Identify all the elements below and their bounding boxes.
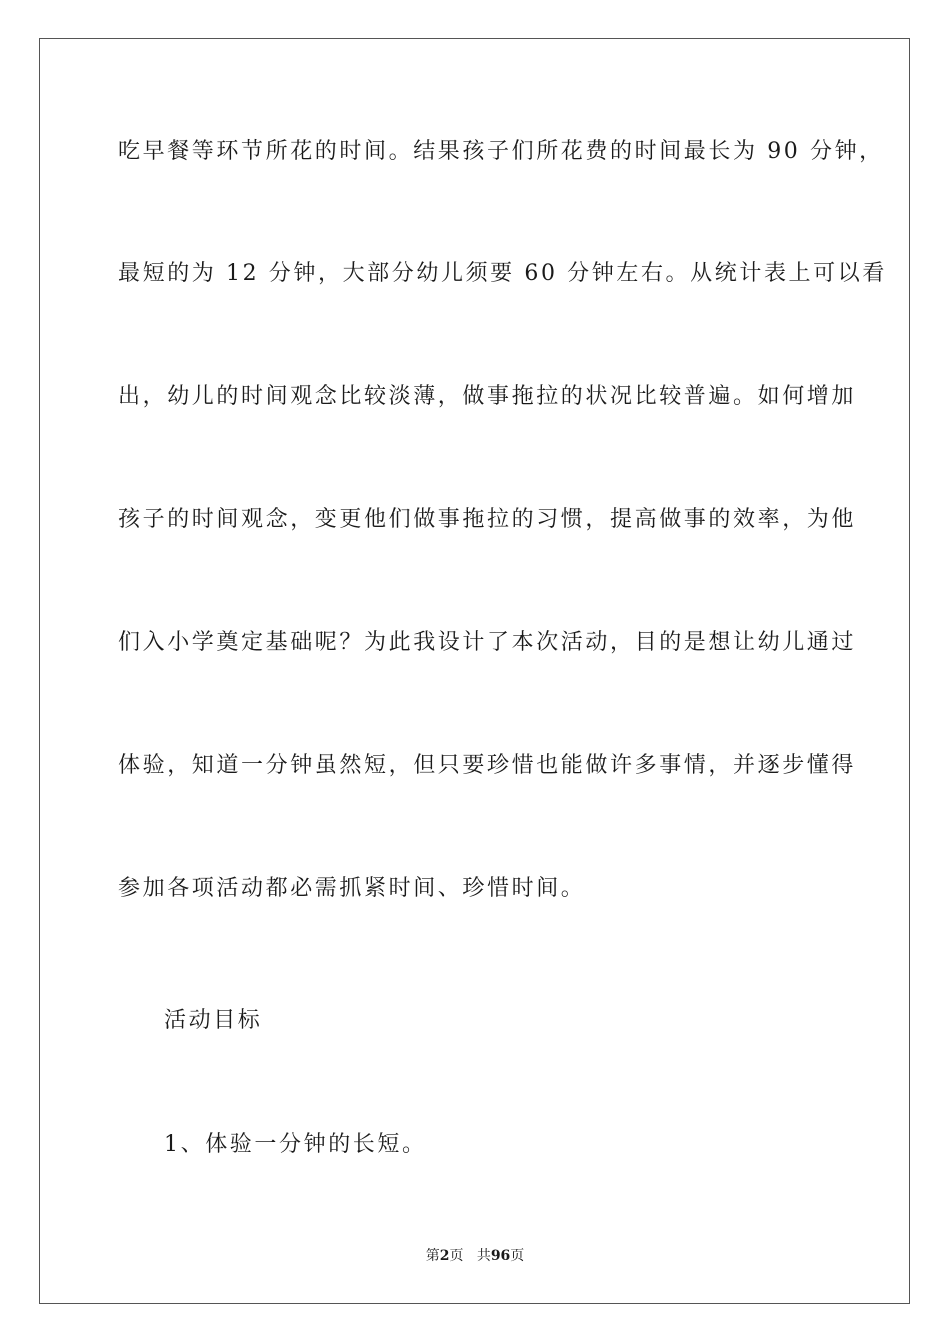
paragraph-line-1: 吃早餐等环节所花的时间。结果孩子们所花费的时间最长为 90 分钟， <box>118 139 884 164</box>
footer-page-number: 2 <box>439 1248 450 1264</box>
footer-page-prefix: 第 <box>425 1248 440 1264</box>
paragraph-line-6: 体验，知道一分钟虽然短，但只要珍惜也能做许多事情，并逐步懂得 <box>118 753 857 778</box>
footer-page-suffix: 页 <box>449 1248 464 1264</box>
footer-total-prefix: 共 <box>476 1248 491 1264</box>
page-frame <box>39 38 910 1304</box>
paragraph-line-5: 们入小学奠定基础呢？为此我设计了本次活动，目的是想让幼儿通过 <box>118 630 857 655</box>
section-heading: 活动目标 <box>164 1008 263 1033</box>
footer-total-suffix: 页 <box>510 1248 525 1264</box>
goal-item-1: 1、体验一分钟的长短。 <box>164 1132 427 1157</box>
footer-total-pages: 96 <box>490 1248 511 1264</box>
paragraph-line-7: 参加各项活动都必需抓紧时间、珍惜时间。 <box>118 876 586 901</box>
page-footer <box>0 1247 950 1265</box>
paragraph-line-4: 孩子的时间观念，变更他们做事拖拉的习惯，提高做事的效率，为他 <box>118 507 857 532</box>
paragraph-line-2: 最短的为 12 分钟，大部分幼儿须要 60 分钟左右。从统计表上可以看 <box>118 261 887 286</box>
paragraph-line-3: 出，幼儿的时间观念比较淡薄，做事拖拉的状况比较普遍。如何增加 <box>118 384 857 409</box>
